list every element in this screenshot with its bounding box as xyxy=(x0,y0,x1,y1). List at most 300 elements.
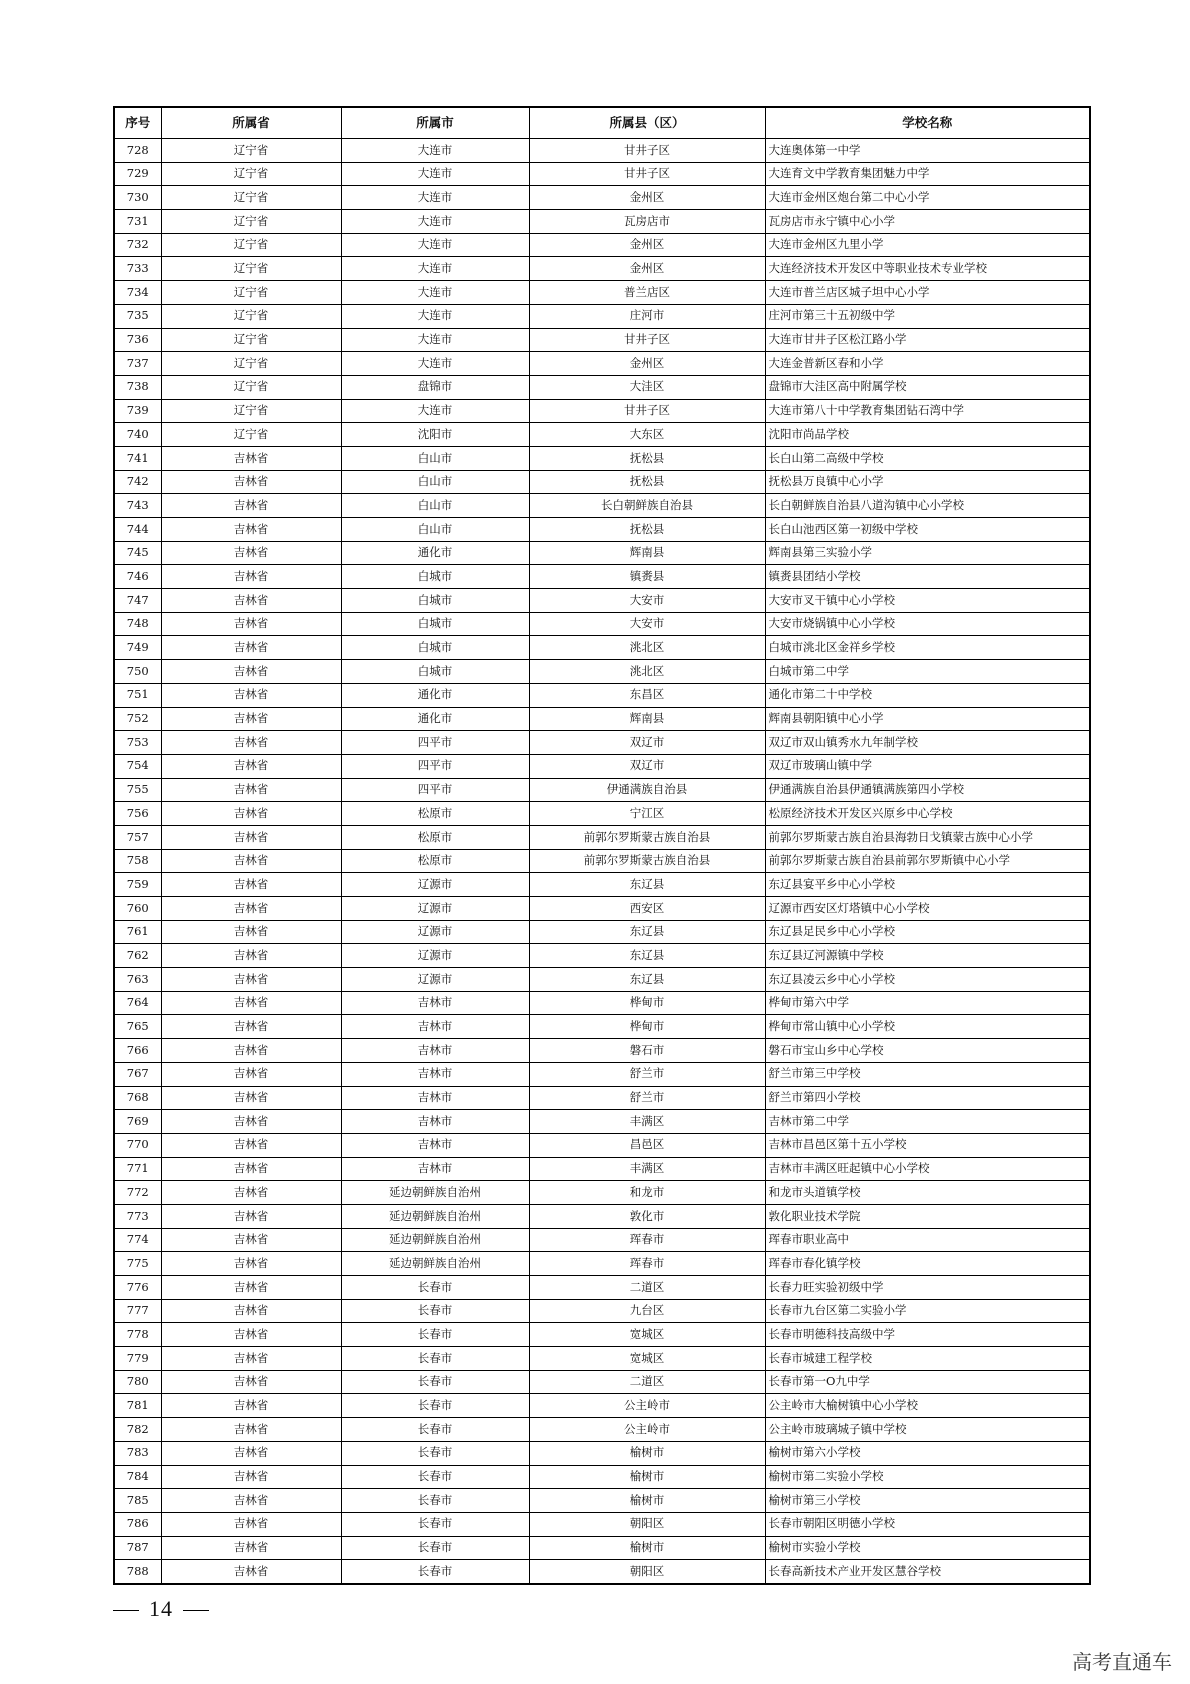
table-row xyxy=(114,470,1090,494)
cell-index: 748 xyxy=(114,612,161,636)
cell-province: 吉林省 xyxy=(161,944,341,968)
cell-county: 抚松县 xyxy=(529,446,765,470)
cell-school-name: 前郭尔罗斯蒙古族自治县前郭尔罗斯镇中心小学 xyxy=(765,849,1090,873)
cell-city: 大连市 xyxy=(341,328,529,352)
table-row xyxy=(114,518,1090,542)
cell-city: 长春市 xyxy=(341,1394,529,1418)
cell-index: 729 xyxy=(114,162,161,186)
cell-province: 吉林省 xyxy=(161,683,341,707)
cell-city: 松原市 xyxy=(341,849,529,873)
cell-index: 752 xyxy=(114,707,161,731)
table-row xyxy=(114,1418,1090,1442)
table-row xyxy=(114,352,1090,376)
cell-city: 长春市 xyxy=(341,1347,529,1371)
cell-school-name: 长春力旺实验初级中学 xyxy=(765,1276,1090,1300)
cell-province: 吉林省 xyxy=(161,968,341,992)
cell-county: 宁江区 xyxy=(529,802,765,826)
cell-province: 吉林省 xyxy=(161,1204,341,1228)
cell-county: 榆树市 xyxy=(529,1536,765,1560)
cell-province: 吉林省 xyxy=(161,1276,341,1300)
table-row xyxy=(114,612,1090,636)
cell-county: 西安区 xyxy=(529,897,765,921)
cell-city: 白山市 xyxy=(341,470,529,494)
cell-province: 吉林省 xyxy=(161,991,341,1015)
table-row xyxy=(114,636,1090,660)
cell-county: 大洼区 xyxy=(529,375,765,399)
cell-county: 长白朝鲜族自治县 xyxy=(529,494,765,518)
cell-province: 吉林省 xyxy=(161,1181,341,1205)
cell-index: 730 xyxy=(114,186,161,210)
cell-index: 768 xyxy=(114,1086,161,1110)
cell-county: 东昌区 xyxy=(529,683,765,707)
cell-province: 吉林省 xyxy=(161,920,341,944)
cell-city: 吉林市 xyxy=(341,1157,529,1181)
page-number: 14 xyxy=(149,1596,173,1621)
table-row xyxy=(114,186,1090,210)
cell-county: 辉南县 xyxy=(529,707,765,731)
table-row xyxy=(114,589,1090,613)
cell-school-name: 东辽县辽河源镇中学校 xyxy=(765,944,1090,968)
cell-county: 金州区 xyxy=(529,186,765,210)
cell-school-name: 大连市第八十中学教育集团钻石湾中学 xyxy=(765,399,1090,423)
cell-province: 吉林省 xyxy=(161,1536,341,1560)
watermark: 高考直通车 xyxy=(1072,1650,1172,1674)
cell-province: 吉林省 xyxy=(161,1252,341,1276)
cell-school-name: 镇赉县团结小学校 xyxy=(765,565,1090,589)
table-row xyxy=(114,541,1090,565)
cell-province: 吉林省 xyxy=(161,1062,341,1086)
table-row xyxy=(114,304,1090,328)
table-row xyxy=(114,1062,1090,1086)
cell-county: 二道区 xyxy=(529,1370,765,1394)
cell-city: 长春市 xyxy=(341,1560,529,1584)
cell-school-name: 长春市明德科技高级中学 xyxy=(765,1323,1090,1347)
cell-province: 吉林省 xyxy=(161,470,341,494)
cell-province: 辽宁省 xyxy=(161,281,341,305)
cell-school-name: 长白朝鲜族自治县八道沟镇中心小学校 xyxy=(765,494,1090,518)
cell-city: 白城市 xyxy=(341,636,529,660)
table-row xyxy=(114,1489,1090,1513)
cell-province: 吉林省 xyxy=(161,1465,341,1489)
cell-school-name: 舒兰市第三中学校 xyxy=(765,1062,1090,1086)
header-city: 所属市 xyxy=(341,107,529,139)
cell-school-name: 庄河市第三十五初级中学 xyxy=(765,304,1090,328)
cell-city: 通化市 xyxy=(341,541,529,565)
cell-school-name: 双辽市双山镇秀水九年制学校 xyxy=(765,731,1090,755)
cell-index: 786 xyxy=(114,1512,161,1536)
cell-index: 764 xyxy=(114,991,161,1015)
header-province: 所属省 xyxy=(161,107,341,139)
cell-province: 辽宁省 xyxy=(161,257,341,281)
cell-index: 763 xyxy=(114,968,161,992)
table-row xyxy=(114,849,1090,873)
cell-province: 吉林省 xyxy=(161,1347,341,1371)
cell-index: 773 xyxy=(114,1204,161,1228)
cell-school-name: 大连市金州区九里小学 xyxy=(765,233,1090,257)
cell-province: 吉林省 xyxy=(161,802,341,826)
table-row xyxy=(114,494,1090,518)
cell-county: 大安市 xyxy=(529,612,765,636)
cell-city: 松原市 xyxy=(341,802,529,826)
table-row xyxy=(114,1157,1090,1181)
cell-province: 吉林省 xyxy=(161,1039,341,1063)
cell-city: 吉林市 xyxy=(341,1015,529,1039)
cell-county: 洮北区 xyxy=(529,660,765,684)
cell-school-name: 长春市第一O九中学 xyxy=(765,1370,1090,1394)
cell-school-name: 吉林市昌邑区第十五小学校 xyxy=(765,1133,1090,1157)
cell-county: 九台区 xyxy=(529,1299,765,1323)
cell-city: 大连市 xyxy=(341,399,529,423)
cell-city: 辽源市 xyxy=(341,873,529,897)
cell-county: 洮北区 xyxy=(529,636,765,660)
cell-index: 728 xyxy=(114,139,161,163)
cell-county: 公主岭市 xyxy=(529,1418,765,1442)
cell-county: 金州区 xyxy=(529,233,765,257)
cell-index: 753 xyxy=(114,731,161,755)
cell-index: 736 xyxy=(114,328,161,352)
cell-county: 珲春市 xyxy=(529,1252,765,1276)
cell-index: 735 xyxy=(114,304,161,328)
cell-school-name: 大连奥体第一中学 xyxy=(765,139,1090,163)
cell-city: 大连市 xyxy=(341,210,529,234)
cell-school-name: 公主岭市大榆树镇中心小学校 xyxy=(765,1394,1090,1418)
cell-index: 758 xyxy=(114,849,161,873)
cell-city: 大连市 xyxy=(341,281,529,305)
table-row xyxy=(114,1252,1090,1276)
table-row xyxy=(114,944,1090,968)
cell-city: 吉林市 xyxy=(341,991,529,1015)
cell-province: 吉林省 xyxy=(161,494,341,518)
cell-school-name: 白城市洮北区金祥乡学校 xyxy=(765,636,1090,660)
cell-county: 东辽县 xyxy=(529,968,765,992)
cell-county: 朝阳区 xyxy=(529,1512,765,1536)
cell-school-name: 盘锦市大洼区高中附属学校 xyxy=(765,375,1090,399)
table-row xyxy=(114,446,1090,470)
cell-province: 吉林省 xyxy=(161,731,341,755)
table-row xyxy=(114,1441,1090,1465)
cell-county: 甘井子区 xyxy=(529,328,765,352)
cell-city: 白城市 xyxy=(341,612,529,636)
cell-province: 吉林省 xyxy=(161,1441,341,1465)
table-header-row xyxy=(114,107,1090,139)
cell-school-name: 大连市金州区炮台第二中心小学 xyxy=(765,186,1090,210)
cell-county: 甘井子区 xyxy=(529,399,765,423)
cell-school-name: 大连经济技术开发区中等职业技术专业学校 xyxy=(765,257,1090,281)
cell-county: 宽城区 xyxy=(529,1347,765,1371)
cell-province: 吉林省 xyxy=(161,612,341,636)
school-list-table xyxy=(113,106,1091,1585)
cell-school-name: 东辽县足民乡中心小学校 xyxy=(765,920,1090,944)
cell-county: 丰满区 xyxy=(529,1110,765,1134)
table-row xyxy=(114,731,1090,755)
cell-index: 749 xyxy=(114,636,161,660)
cell-school-name: 榆树市第二实验小学校 xyxy=(765,1465,1090,1489)
cell-city: 大连市 xyxy=(341,352,529,376)
cell-province: 辽宁省 xyxy=(161,210,341,234)
cell-county: 舒兰市 xyxy=(529,1062,765,1086)
table-row xyxy=(114,802,1090,826)
table-row xyxy=(114,399,1090,423)
cell-city: 长春市 xyxy=(341,1465,529,1489)
cell-school-name: 大安市叉干镇中心小学校 xyxy=(765,589,1090,613)
cell-index: 755 xyxy=(114,778,161,802)
cell-school-name: 珲春市职业高中 xyxy=(765,1228,1090,1252)
cell-province: 吉林省 xyxy=(161,825,341,849)
cell-county: 磐石市 xyxy=(529,1039,765,1063)
cell-city: 长春市 xyxy=(341,1536,529,1560)
cell-county: 朝阳区 xyxy=(529,1560,765,1584)
cell-city: 吉林市 xyxy=(341,1086,529,1110)
cell-province: 辽宁省 xyxy=(161,399,341,423)
cell-school-name: 桦甸市常山镇中心小学校 xyxy=(765,1015,1090,1039)
cell-province: 辽宁省 xyxy=(161,186,341,210)
cell-county: 宽城区 xyxy=(529,1323,765,1347)
table-row xyxy=(114,423,1090,447)
cell-city: 长春市 xyxy=(341,1299,529,1323)
cell-index: 772 xyxy=(114,1181,161,1205)
footer-dash-right xyxy=(183,1610,209,1611)
cell-index: 756 xyxy=(114,802,161,826)
cell-index: 769 xyxy=(114,1110,161,1134)
cell-index: 774 xyxy=(114,1228,161,1252)
cell-school-name: 伊通满族自治县伊通镇满族第四小学校 xyxy=(765,778,1090,802)
table-row xyxy=(114,281,1090,305)
cell-county: 榆树市 xyxy=(529,1441,765,1465)
cell-province: 吉林省 xyxy=(161,1370,341,1394)
cell-province: 吉林省 xyxy=(161,707,341,731)
cell-city: 吉林市 xyxy=(341,1133,529,1157)
cell-county: 甘井子区 xyxy=(529,162,765,186)
cell-index: 785 xyxy=(114,1489,161,1513)
cell-city: 延边朝鲜族自治州 xyxy=(341,1252,529,1276)
cell-school-name: 长春市朝阳区明德小学校 xyxy=(765,1512,1090,1536)
cell-county: 瓦房店市 xyxy=(529,210,765,234)
cell-index: 770 xyxy=(114,1133,161,1157)
cell-county: 金州区 xyxy=(529,352,765,376)
table-row xyxy=(114,1276,1090,1300)
cell-province: 吉林省 xyxy=(161,1512,341,1536)
cell-county: 前郭尔罗斯蒙古族自治县 xyxy=(529,849,765,873)
table-body xyxy=(114,139,1090,1584)
cell-city: 长春市 xyxy=(341,1418,529,1442)
table-row xyxy=(114,375,1090,399)
cell-index: 771 xyxy=(114,1157,161,1181)
cell-index: 737 xyxy=(114,352,161,376)
table-row xyxy=(114,233,1090,257)
table-row xyxy=(114,162,1090,186)
cell-index: 777 xyxy=(114,1299,161,1323)
cell-province: 吉林省 xyxy=(161,778,341,802)
cell-province: 吉林省 xyxy=(161,1228,341,1252)
cell-index: 776 xyxy=(114,1276,161,1300)
cell-city: 延边朝鲜族自治州 xyxy=(341,1181,529,1205)
cell-school-name: 通化市第二十中学校 xyxy=(765,683,1090,707)
table-row xyxy=(114,1394,1090,1418)
cell-province: 吉林省 xyxy=(161,1086,341,1110)
cell-school-name: 舒兰市第四小学校 xyxy=(765,1086,1090,1110)
header-index: 序号 xyxy=(114,107,161,139)
table-row xyxy=(114,210,1090,234)
table-row xyxy=(114,873,1090,897)
cell-index: 751 xyxy=(114,683,161,707)
cell-school-name: 抚松县万良镇中心小学 xyxy=(765,470,1090,494)
cell-school-name: 桦甸市第六中学 xyxy=(765,991,1090,1015)
cell-index: 781 xyxy=(114,1394,161,1418)
cell-index: 775 xyxy=(114,1252,161,1276)
cell-index: 783 xyxy=(114,1441,161,1465)
cell-province: 吉林省 xyxy=(161,1418,341,1442)
cell-school-name: 白城市第二中学 xyxy=(765,660,1090,684)
cell-city: 辽源市 xyxy=(341,897,529,921)
cell-county: 公主岭市 xyxy=(529,1394,765,1418)
cell-city: 白山市 xyxy=(341,494,529,518)
table-row xyxy=(114,991,1090,1015)
cell-city: 大连市 xyxy=(341,139,529,163)
cell-city: 吉林市 xyxy=(341,1062,529,1086)
cell-school-name: 大连市甘井子区松江路小学 xyxy=(765,328,1090,352)
cell-province: 吉林省 xyxy=(161,849,341,873)
table-row xyxy=(114,1323,1090,1347)
cell-city: 延边朝鲜族自治州 xyxy=(341,1228,529,1252)
cell-county: 东辽县 xyxy=(529,920,765,944)
cell-county: 伊通满族自治县 xyxy=(529,778,765,802)
cell-school-name: 东辽县凌云乡中心小学校 xyxy=(765,968,1090,992)
cell-county: 辉南县 xyxy=(529,541,765,565)
table-row xyxy=(114,1347,1090,1371)
cell-city: 大连市 xyxy=(341,257,529,281)
cell-index: 739 xyxy=(114,399,161,423)
cell-city: 长春市 xyxy=(341,1276,529,1300)
cell-province: 辽宁省 xyxy=(161,139,341,163)
cell-city: 大连市 xyxy=(341,162,529,186)
table-row xyxy=(114,660,1090,684)
page-footer xyxy=(113,1596,219,1622)
cell-province: 吉林省 xyxy=(161,1110,341,1134)
cell-index: 762 xyxy=(114,944,161,968)
cell-index: 782 xyxy=(114,1418,161,1442)
cell-province: 吉林省 xyxy=(161,1560,341,1584)
table-row xyxy=(114,1039,1090,1063)
table-row xyxy=(114,897,1090,921)
cell-city: 吉林市 xyxy=(341,1039,529,1063)
cell-province: 辽宁省 xyxy=(161,375,341,399)
table-row xyxy=(114,1536,1090,1560)
table-row xyxy=(114,754,1090,778)
cell-county: 甘井子区 xyxy=(529,139,765,163)
cell-county: 庄河市 xyxy=(529,304,765,328)
cell-index: 767 xyxy=(114,1062,161,1086)
cell-city: 大连市 xyxy=(341,304,529,328)
cell-index: 760 xyxy=(114,897,161,921)
cell-province: 辽宁省 xyxy=(161,162,341,186)
cell-index: 740 xyxy=(114,423,161,447)
cell-city: 辽源市 xyxy=(341,944,529,968)
cell-county: 丰满区 xyxy=(529,1157,765,1181)
cell-city: 长春市 xyxy=(341,1370,529,1394)
cell-county: 桦甸市 xyxy=(529,991,765,1015)
cell-province: 吉林省 xyxy=(161,897,341,921)
table-row xyxy=(114,683,1090,707)
cell-school-name: 长春高新技术产业开发区慧谷学校 xyxy=(765,1560,1090,1584)
cell-county: 东辽县 xyxy=(529,944,765,968)
cell-index: 738 xyxy=(114,375,161,399)
cell-city: 白山市 xyxy=(341,518,529,542)
table-row xyxy=(114,328,1090,352)
cell-county: 双辽市 xyxy=(529,731,765,755)
cell-province: 吉林省 xyxy=(161,1323,341,1347)
cell-index: 779 xyxy=(114,1347,161,1371)
table-row xyxy=(114,1204,1090,1228)
cell-school-name: 大连金普新区春和小学 xyxy=(765,352,1090,376)
cell-province: 吉林省 xyxy=(161,446,341,470)
cell-city: 通化市 xyxy=(341,707,529,731)
cell-school-name: 大安市烧锅镇中心小学校 xyxy=(765,612,1090,636)
table-row xyxy=(114,920,1090,944)
header-school-name: 学校名称 xyxy=(765,107,1090,139)
cell-province: 吉林省 xyxy=(161,1394,341,1418)
cell-province: 吉林省 xyxy=(161,541,341,565)
cell-county: 大东区 xyxy=(529,423,765,447)
cell-school-name: 长白山第二高级中学校 xyxy=(765,446,1090,470)
cell-school-name: 沈阳市尚品学校 xyxy=(765,423,1090,447)
table-row xyxy=(114,1370,1090,1394)
table-row xyxy=(114,1228,1090,1252)
cell-index: 744 xyxy=(114,518,161,542)
cell-city: 松原市 xyxy=(341,825,529,849)
cell-province: 辽宁省 xyxy=(161,328,341,352)
cell-city: 白城市 xyxy=(341,565,529,589)
cell-province: 吉林省 xyxy=(161,1015,341,1039)
cell-school-name: 辽源市西安区灯塔镇中心小学校 xyxy=(765,897,1090,921)
cell-province: 吉林省 xyxy=(161,1489,341,1513)
cell-index: 759 xyxy=(114,873,161,897)
cell-index: 778 xyxy=(114,1323,161,1347)
table-row xyxy=(114,778,1090,802)
cell-province: 吉林省 xyxy=(161,1133,341,1157)
cell-county: 前郭尔罗斯蒙古族自治县 xyxy=(529,825,765,849)
table-row xyxy=(114,257,1090,281)
cell-city: 四平市 xyxy=(341,731,529,755)
cell-county: 金州区 xyxy=(529,257,765,281)
cell-county: 二道区 xyxy=(529,1276,765,1300)
table-row xyxy=(114,1299,1090,1323)
cell-province: 辽宁省 xyxy=(161,233,341,257)
cell-school-name: 榆树市实验小学校 xyxy=(765,1536,1090,1560)
cell-county: 镇赉县 xyxy=(529,565,765,589)
cell-province: 吉林省 xyxy=(161,1157,341,1181)
cell-city: 延边朝鲜族自治州 xyxy=(341,1204,529,1228)
cell-school-name: 东辽县宴平乡中心小学校 xyxy=(765,873,1090,897)
cell-county: 舒兰市 xyxy=(529,1086,765,1110)
cell-school-name: 吉林市第二中学 xyxy=(765,1110,1090,1134)
cell-city: 长春市 xyxy=(341,1441,529,1465)
cell-city: 大连市 xyxy=(341,233,529,257)
table-row xyxy=(114,565,1090,589)
cell-county: 抚松县 xyxy=(529,518,765,542)
cell-index: 750 xyxy=(114,660,161,684)
cell-county: 桦甸市 xyxy=(529,1015,765,1039)
cell-province: 吉林省 xyxy=(161,589,341,613)
cell-school-name: 吉林市丰满区旺起镇中心小学校 xyxy=(765,1157,1090,1181)
cell-province: 吉林省 xyxy=(161,518,341,542)
cell-city: 四平市 xyxy=(341,778,529,802)
cell-city: 长春市 xyxy=(341,1489,529,1513)
cell-school-name: 松原经济技术开发区兴原乡中心学校 xyxy=(765,802,1090,826)
cell-county: 敦化市 xyxy=(529,1204,765,1228)
cell-city: 白城市 xyxy=(341,660,529,684)
cell-province: 辽宁省 xyxy=(161,352,341,376)
cell-county: 榆树市 xyxy=(529,1465,765,1489)
